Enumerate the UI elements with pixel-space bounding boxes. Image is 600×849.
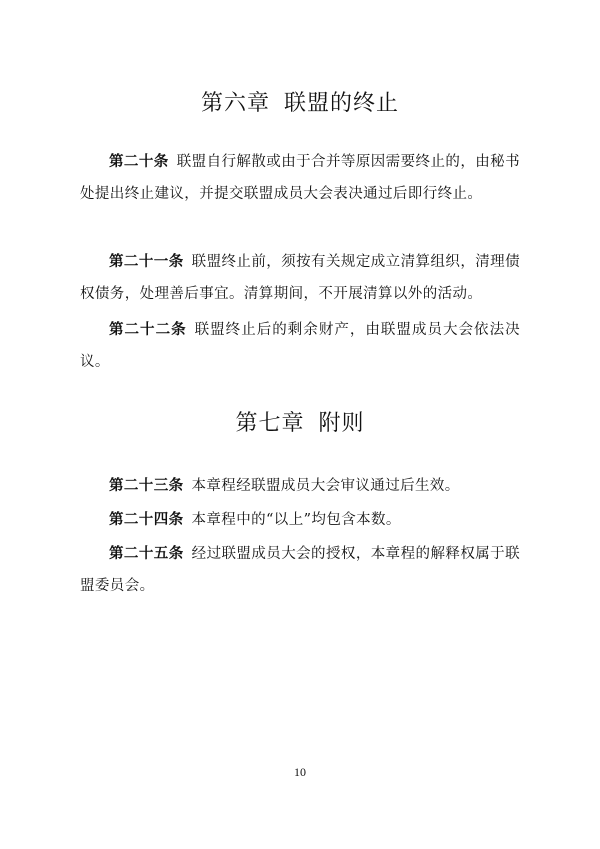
chapter-6-number: 第六章 (200, 91, 270, 116)
article-text: 本章程中的“以上”均包含本数。 (191, 512, 401, 528)
article-23 (80, 470, 520, 502)
article-20 (80, 146, 520, 210)
article-25 (80, 538, 520, 602)
chapter-7-heading (0, 406, 600, 437)
article-text: 经过联盟成员大会的授权，本章程的解释权属于联盟委员会。 (80, 546, 520, 594)
article-number: 第二十五条 (109, 545, 184, 562)
article-text: 本章程经联盟成员大会审议通过后生效。 (191, 478, 460, 494)
article-number: 第二十二条 (109, 321, 187, 338)
article-number: 第二十一条 (109, 253, 184, 270)
page-number: 10 (294, 765, 306, 779)
article-21 (80, 246, 520, 310)
article-text: 联盟终止后的剩余财产，由联盟成员大会依法决议。 (80, 322, 520, 370)
chapter-7-number: 第七章 (235, 411, 305, 436)
article-22 (80, 314, 520, 378)
article-number: 第二十条 (109, 153, 169, 170)
chapter-6-heading (0, 86, 600, 117)
article-number: 第二十三条 (109, 477, 184, 494)
article-number: 第二十四条 (109, 511, 184, 528)
article-text: 联盟自行解散或由于合并等原因需要终止的，由秘书处提出终止建议，并提交联盟成员大会表决通过后即行终止。 (80, 154, 520, 202)
article-24 (80, 504, 520, 536)
article-text: 联盟终止前，须按有关规定成立清算组织，清理债权债务，处理善后事宜。清算期间，不开展清算以外的活动。 (80, 254, 520, 302)
chapter-6-title: 联盟的终止 (284, 91, 400, 116)
chapter-7-title: 附则 (318, 411, 365, 436)
